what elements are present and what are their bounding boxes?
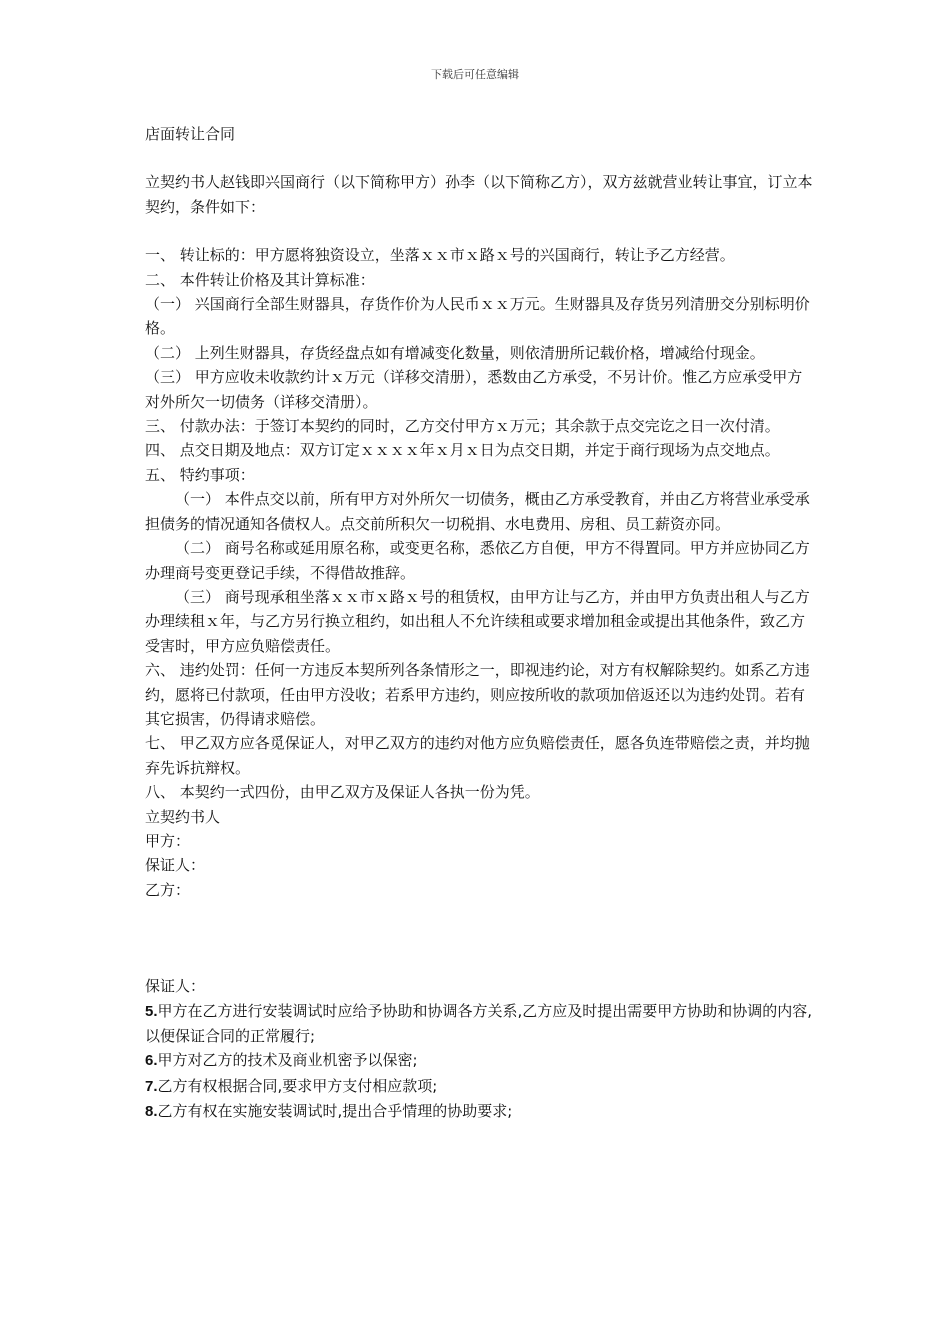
item-number: 6. (145, 1052, 158, 1070)
special-item-3: （三） 商号现承租坐落ｘｘ市ｘ路ｘ号的租赁权，由甲方让与乙方，并由甲方负责出租人与乙方办理续租ｘ年，与乙方另行换立租约，如出租人不允许续租或要求增加租金或提出其他条件，致乙方受害时，甲方应负赔偿责任。 (145, 587, 810, 655)
signature-party-b: 乙方： (145, 880, 191, 899)
clause-4: 四、 点交日期及地点：双方订定ｘｘｘｘ年ｘ月ｘ日为点交日期，并定于商行现场为点交地点。 (145, 441, 780, 460)
item-text: 甲方对乙方的技术及商业机密予以保密; (157, 1051, 418, 1070)
item-text: 乙方有权在实施安装调试时,提出合乎情理的协助要求; (157, 1102, 513, 1121)
extra-item-7 (145, 1074, 813, 1099)
special-item-2: （二） 商号名称或延用原名称，或变更名称，悉依乙方自便，甲方不得置同。甲方并应协同乙方办理商号变更登记手续，不得借故推辞。 (145, 539, 810, 582)
item-text: 乙方有权根据合同,要求甲方支付相应款项; (157, 1076, 438, 1095)
document-body (145, 122, 813, 1125)
extra-item-5 (145, 999, 813, 1049)
clause-8: 八、 本契约一式四份，由甲乙双方及保证人各执一份为凭。 (145, 783, 540, 802)
signature-party-a: 甲方： (145, 831, 191, 850)
guarantor-label: 保证人： (145, 977, 206, 996)
item-number: 5. (145, 1002, 158, 1020)
clause-1: 一、 转让标的：甲方愿将独资设立，坐落ｘｘ市ｘ路ｘ号的兴国商行，转让予乙方经营。 (145, 246, 735, 265)
document-title: 店面转让合同 (145, 125, 236, 143)
spacer (145, 902, 813, 974)
clause-3: 三、 付款办法：于签订本契约的同时，乙方交付甲方ｘ万元；其余款于点交完讫之日一次付清。 (145, 417, 780, 436)
clause-7: 七、 甲乙双方应各觅保证人，对甲乙双方的违约对他方应负赔偿责任，愿各负连带赔偿之责，并均抛弃先诉抗辩权。 (145, 734, 810, 777)
clause-5: 五、 特约事项： (145, 465, 255, 484)
special-item-1: （一） 本件点交以前，所有甲方对外所欠一切债务，概由乙方承受教育，并由乙方将营业承受承担债务的情况通知各债权人。点交前所积欠一切税捐、水电费用、房租、员工薪资亦同。 (145, 490, 810, 533)
item-number: 8. (145, 1103, 158, 1121)
intro-paragraph: 立契约书人赵钱即兴国商行（以下简称甲方）孙李（以下简称乙方），双方兹就营业转让事宜，订立本契约，条件如下： (145, 173, 813, 216)
extra-item-8 (145, 1099, 813, 1124)
clause-2-item-3: （三） 甲方应收未收款约计ｘ万元（详移交清册），悉数由乙方承受，不另计价。惟乙方应承受甲方对外所欠一切债务（详移交清册）。 (145, 368, 803, 411)
spacer (145, 146, 813, 170)
clause-2-item-1: （一） 兴国商行全部生财器具，存货作价为人民币ｘｘ万元。生财器具及存货另列清册交分别标明价格。 (145, 295, 810, 338)
item-text: 甲方在乙方进行安装调试时应给予协助和协调各方关系,乙方应及时提出需要甲方协助和协调的内容,以便保证合同的正常履行; (145, 1001, 813, 1045)
header-note: 下载后可任意编辑 (431, 68, 519, 81)
signature-heading: 立契约书人 (145, 807, 221, 826)
spacer (145, 219, 813, 243)
clause-6: 六、 违约处罚：任何一方违反本契所列各条情形之一，即视违约论，对方有权解除契约。如系乙方违约，愿将已付款项，任由甲方没收；若系甲方违约，则应按所收的款项加倍返还以为违约处罚。若有其它损害，仍得请求赔偿。 (145, 661, 810, 728)
clause-2: 二、 本件转让价格及其计算标准： (145, 270, 375, 289)
clause-2-item-2: （二） 上列生财器具，存货经盘点如有增减变化数量，则依清册所记载价格，增减给付现金。 (145, 343, 765, 362)
item-number: 7. (145, 1077, 158, 1095)
signature-guarantor: 保证人： (145, 856, 206, 875)
extra-item-6 (145, 1048, 813, 1073)
